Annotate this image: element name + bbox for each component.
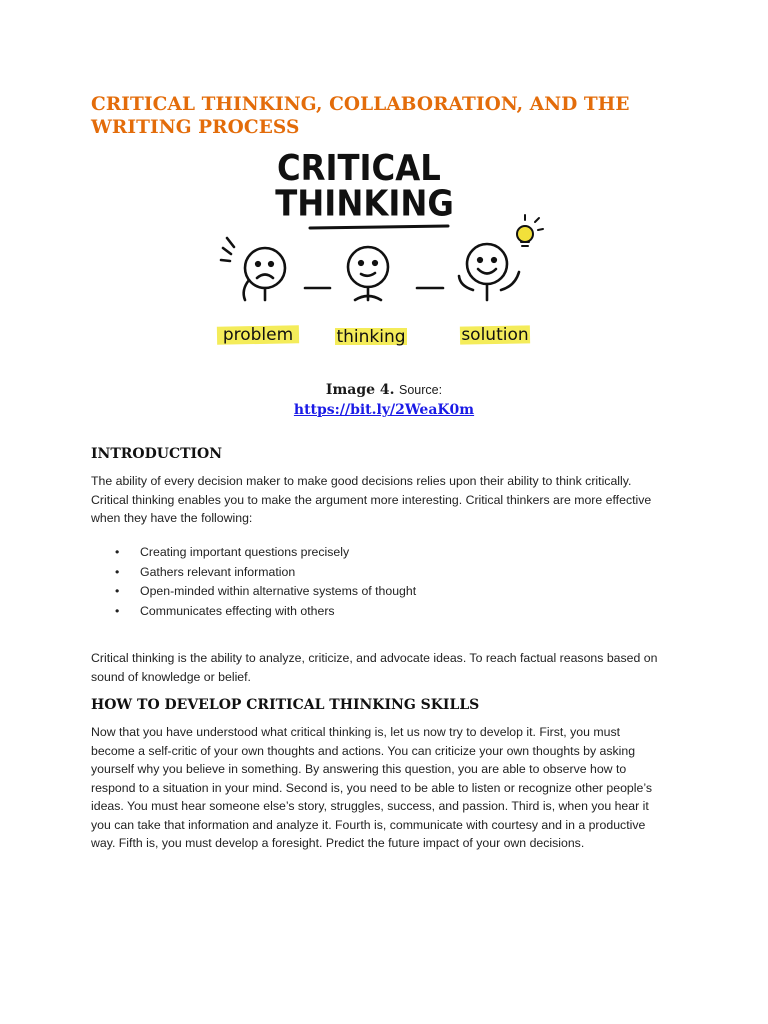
develop-paragraph-line: yourself why you believe in something. By answering this question, you are able to observe how to (91, 762, 627, 776)
sad-face-icon (221, 238, 285, 300)
list-item-text: Gathers relevant information (140, 564, 296, 579)
list-item-text: Open-minded within alternative systems of thought (140, 584, 417, 599)
develop-paragraph-line: ideas. You must hear someone else’s story, struggles, success, and passion. Third is, when you hear it (91, 799, 649, 813)
list-item-text: Communicates effecting with others (140, 604, 335, 619)
illustration-heading-line-2: THINKING (275, 183, 454, 226)
heading-underline (310, 226, 448, 228)
definition-paragraph-line: sound of knowledge or belief. (91, 669, 251, 684)
caption-label: Image 4. (325, 382, 395, 398)
critical-thinking-illustration (205, 140, 545, 360)
list-item (115, 563, 416, 583)
develop-paragraph-line: Now that you have understood what critical thinking is, let us now try to develop it. First, you must (91, 725, 621, 739)
title-line-1: CRITICAL THINKING, COLLABORATION, AND THE (91, 94, 630, 115)
list-item (115, 543, 416, 563)
introduction-heading: INTRODUCTION (91, 446, 223, 462)
intro-paragraph (91, 472, 691, 528)
image-caption (0, 381, 768, 418)
illustration-heading-line-1: CRITICAL (276, 147, 441, 190)
thinking-face-icon (348, 247, 388, 300)
develop-paragraph-line: way. Fifth is, you must develop a foresight. Predict the future impact of your own decisions. (91, 836, 585, 850)
bullet-glyph: • (115, 545, 120, 559)
page-title (91, 93, 691, 139)
label-solution: solution (461, 325, 529, 345)
label-problem: problem (222, 325, 294, 345)
definition-paragraph (91, 649, 691, 686)
caption-source-link[interactable]: https://bit.ly/2WeaK0m (293, 402, 475, 418)
develop-paragraph (91, 723, 691, 853)
lightbulb-icon (517, 215, 543, 246)
list-item-text: Creating important questions precisely (140, 545, 350, 559)
label-thinking: thinking (336, 327, 406, 347)
intro-paragraph-line: when they have the following: (91, 511, 253, 525)
qualities-list (115, 543, 416, 622)
list-item (115, 582, 416, 602)
title-line-2: WRITING PROCESS (91, 117, 300, 138)
definition-paragraph-line: Critical thinking is the ability to analyze, criticize, and advocate ideas. To reach factual reasons based on (91, 651, 658, 665)
develop-paragraph-line: respond to a situation in your mind. Second is, you need to be able to listen or recognize other people’s (91, 780, 653, 795)
develop-skills-heading: HOW TO DEVELOP CRITICAL THINKING SKILLS (91, 697, 480, 713)
intro-paragraph-line: The ability of every decision maker to make good decisions relies upon their ability to think critically. (91, 474, 632, 488)
happy-face-icon (459, 244, 519, 300)
develop-paragraph-line: become a self-critic of your own thoughts and actions. You can criticize your own thoughts by asking (91, 743, 636, 758)
bullet-glyph: • (115, 584, 120, 599)
list-item (115, 602, 416, 622)
bullet-glyph: • (115, 564, 120, 579)
bullet-glyph: • (115, 604, 120, 619)
develop-paragraph-line: you can take that information and analyze it. Fourth is, communicate with courtesy and in a productive (91, 817, 646, 832)
intro-paragraph-line: Critical thinking enables you to make the argument more interesting. Critical thinkers are more effective (91, 492, 652, 507)
caption-source-label: Source: (398, 383, 443, 397)
